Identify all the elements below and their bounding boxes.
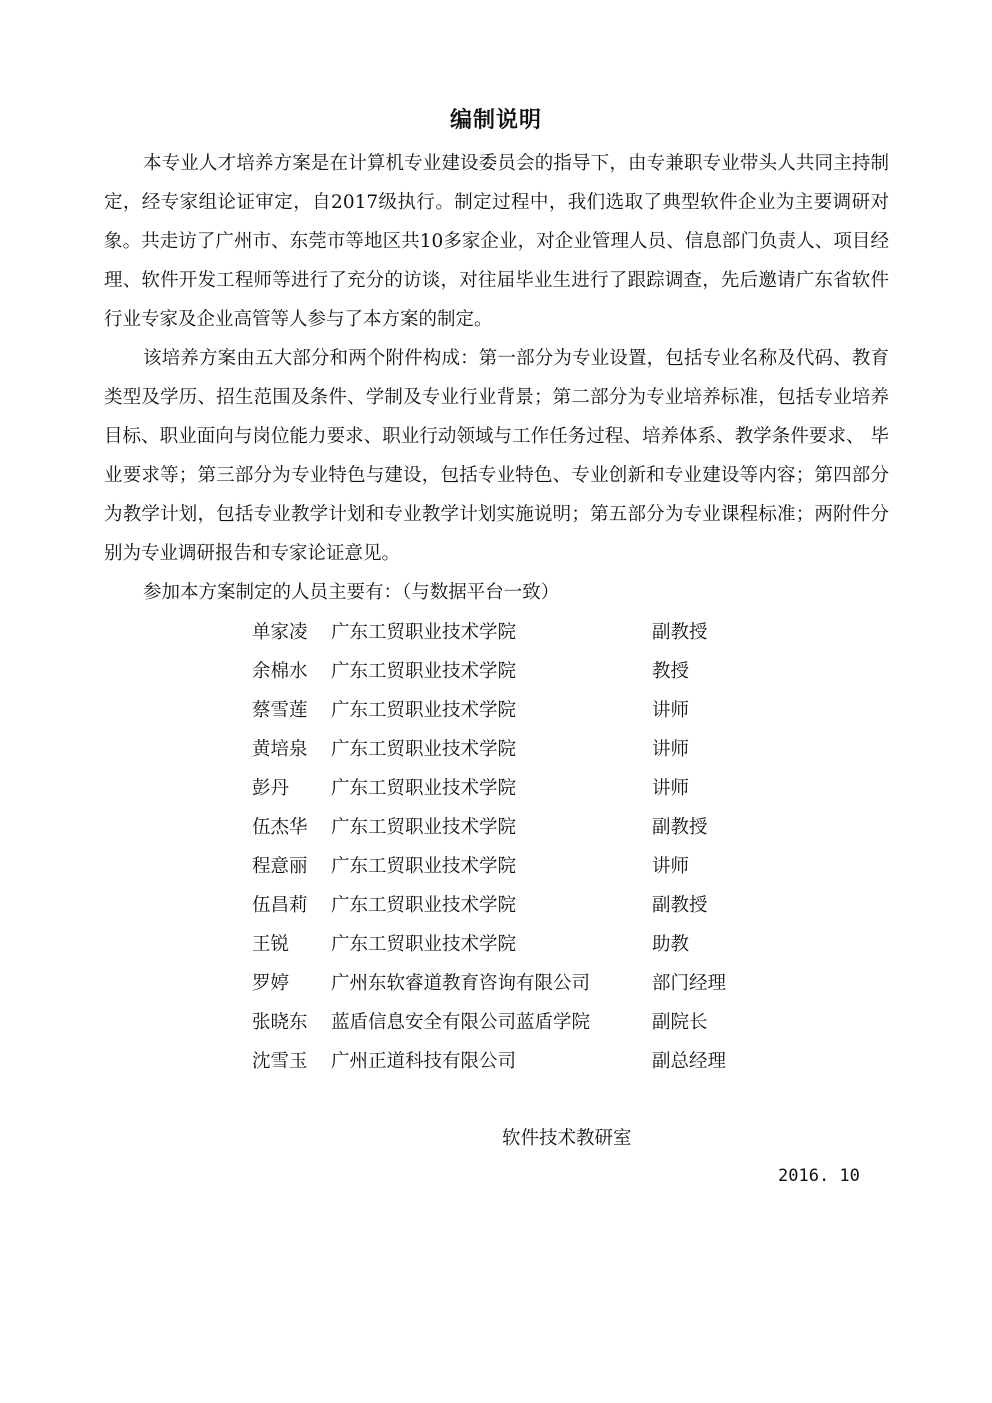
participant-org: 广东工贸职业技术学院	[331, 856, 517, 877]
participant-org: 广州正道科技有限公司	[331, 1051, 517, 1072]
participant-org: 广东工贸职业技术学院	[331, 661, 517, 682]
participant-org: 广东工贸职业技术学院	[331, 700, 517, 721]
signature-date: 2016. 10	[778, 1166, 860, 1186]
participant-name: 彭丹	[252, 778, 290, 799]
participant-org: 广东工贸职业技术学院	[331, 895, 517, 916]
participant-name: 罗婷	[252, 973, 290, 994]
participant-org: 蓝盾信息安全有限公司蓝盾学院	[331, 1012, 591, 1033]
participant-name: 余棉水	[252, 661, 308, 682]
participant-org: 广州东软睿道教育咨询有限公司	[331, 973, 591, 994]
participant-title: 教授	[652, 661, 690, 682]
participant-name: 单家凌	[252, 622, 308, 643]
participant-org: 广东工贸职业技术学院	[331, 934, 517, 955]
participant-org: 广东工贸职业技术学院	[331, 817, 517, 838]
intro-paragraph: 本专业人才培养方案是在计算机专业建设委员会的指导下，由专兼职专业带头人共同主持制定，经专家组论证审定，自2017级执行。制定过程中，我们选取了典型软件企业为主要调研对象。共走访了广州市、东莞市等地区共10多家企业，对企业管理人员、信息部门负责人、项目经理、软件开发工程师等进行了充分的访谈，对往届毕业生进行了跟踪调查，先后邀请广东省软件行业专家及企业高管等人参与了本方案的制定。	[104, 153, 889, 330]
participant-title: 副教授	[652, 895, 708, 916]
participant-name: 张晓东	[252, 1012, 308, 1033]
participants-intro: 参加本方案制定的人员主要有：（与数据平台一致）	[143, 582, 560, 603]
participant-title: 讲师	[652, 700, 690, 721]
participant-name: 王锐	[252, 934, 290, 955]
participant-org: 广东工贸职业技术学院	[331, 739, 517, 760]
participant-title: 副院长	[652, 1012, 708, 1033]
participant-name: 沈雪玉	[252, 1051, 308, 1072]
participant-org: 广东工贸职业技术学院	[331, 778, 517, 799]
participant-title: 讲师	[652, 856, 690, 877]
participant-title: 副教授	[652, 817, 708, 838]
participant-name: 程意丽	[252, 856, 308, 877]
participant-name: 伍杰华	[252, 817, 308, 838]
structure-paragraph: 该培养方案由五大部分和两个附件构成：第一部分为专业设置，包括专业名称及代码、教育类型及学历、招生范围及条件、学制及专业行业背景；第二部分为专业培养标准，包括专业培养目标、职业面向与岗位能力要求、职业行动领域与工作任务过程、培养体系、教学条件要求、 毕业要求等；第三部分为专业特色与建设，包括专业特色、专业创新和专业建设等内容；第四部分为教学计划，包括专业教学计划和专业教学计划实施说明；第五部分为专业课程标准；两附件分别为专业调研报告和专家论证意见。	[104, 348, 889, 564]
participant-name: 蔡雪莲	[252, 700, 308, 721]
signature-department: 软件技术教研室	[502, 1128, 632, 1149]
participant-name: 黄培泉	[252, 739, 308, 760]
participant-org: 广东工贸职业技术学院	[331, 622, 517, 643]
participant-title: 讲师	[652, 778, 690, 799]
participant-title: 助教	[652, 934, 690, 955]
participant-name: 伍昌莉	[252, 895, 308, 916]
participant-title: 副教授	[652, 622, 708, 643]
participant-title: 部门经理	[652, 973, 727, 994]
document-title: 编制说明	[449, 108, 542, 133]
participant-title: 讲师	[652, 739, 690, 760]
participant-title: 副总经理	[652, 1051, 727, 1072]
